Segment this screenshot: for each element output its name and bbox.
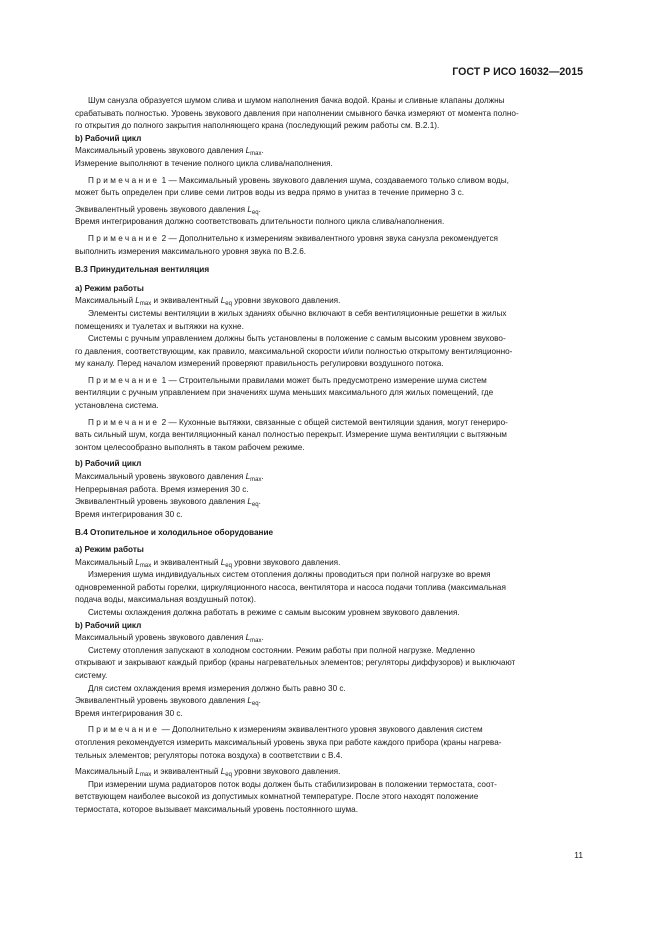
text-line: Максимальный уровень звукового давления [75,633,246,643]
text-line: Измерения шума индивидуальных систем отопления должны проводиться при полной нагрузке во время [88,570,491,580]
text-dot: . [258,204,261,214]
subheading-operating-mode: а) Режим работы [75,283,144,293]
text-line: вать сильный шум, когда вентиляционный канал полностью перекрыт. Измерение шума вентиляции с вытяжным [75,430,507,440]
note-3 [75,375,583,413]
text-line: — Дополнительно к измерениям эквивалентного уровня звукового давления систем [159,725,483,735]
note-1 [75,175,583,200]
text-leq [75,496,583,509]
section-heading-b4: В.4 Отопительное и холодильное оборудование [75,528,274,538]
text-line: 1 — Максимальный уровень звукового давления шума, создаваемого только сливом воды, [159,175,509,185]
text-cooling-systems: Системы охлаждения должна работать в режиме с самым высоким уровнем звукового давления. [88,607,460,617]
symbol-eq: eq [251,502,259,509]
text-dot: . [261,633,264,643]
text-line: Максимальный уровень звукового давления [75,472,246,482]
text-line: Элементы системы вентиляции в жилых зданиях обычно включают в себя вентиляционные решетки в жилых [88,308,507,318]
note-label: Примечание [88,375,160,385]
text-max-eq-levels [75,557,583,570]
text-line: подача воды, максимальная воздушный поток). [75,595,257,605]
text-line: Эквивалентный уровень звукового давления [75,497,248,507]
text-line: термостата, которое вызывает максимальный уровень постоянного шума. [75,804,358,814]
text-line: помещениях и туалетах и вытяжки на кухне. [75,321,244,331]
text-line: го давления, соответствующим, как правило, максимальной скорости и/или полностью открытому вентиляционно- [75,346,513,356]
note-label: Примечание [88,417,160,427]
text-line: При измерении шума радиаторов поток воды должен быть стабилизирован в положении термостата, соот- [88,779,497,789]
note-5 [75,724,583,762]
text-line: го открытия до полного закрытия наполняющего крана (последующий режим работы см. В.2.1). [75,121,440,131]
symbol-max: max [250,151,262,158]
text-line: тельных элементов; регуляторы потока воздуха) в соответствии с В.4. [75,750,343,760]
text-cooling-30s: Для систем охлаждения время измерения должно быть равно 30 с. [88,683,346,693]
text-line: уровни звукового давления. [231,557,341,567]
text-line: му каналу. Перед началом измерений проверяют правильность регулировки воздушного потока. [75,359,444,369]
text-line: Систему отопления запускают в холодном состоянии. Режим работы при полной нагрузке. Медленно [88,645,475,655]
subheading-operating-cycle: b) Рабочий цикл [75,620,142,630]
paragraph-heating-measurement [75,569,583,607]
text-line: и эквивалентный [151,767,221,777]
note-label: Примечание [88,725,160,735]
symbol-max: max [139,301,152,308]
text-line: Максимальный [75,767,136,777]
text-line: и эквивалентный [151,557,221,567]
document-body [75,95,583,816]
symbol-l: L [135,767,140,777]
note-label: Примечание [88,175,160,185]
paragraph-sanitary-noise [75,95,583,133]
symbol-eq: eq [225,562,232,569]
document-header: ГОСТ Р ИСО 16032—2015 [452,66,583,78]
symbol-l: L [247,696,252,706]
text-dot: . [261,146,264,156]
symbol-max: max [139,562,152,569]
text-line: Эквивалентный уровень звукового давления [75,204,248,214]
text-line: систему. [75,670,108,680]
note-4 [75,417,583,455]
text-line: одновременной работы горелки, циркуляционного насоса, вентилятора и насоса подачи топлива (максимальная [75,582,506,592]
text-lmax [75,145,583,158]
symbol-l: L [220,767,226,777]
symbol-l: L [220,296,226,306]
text-line: уровни звукового давления. [231,296,341,306]
text-leq [75,695,583,708]
text-line: срабатывать полностью. Уровень звукового давления при наполнении смывного бачка измеряют от момента полно- [75,108,519,118]
text-line: Максимальный [75,557,136,567]
text-integration-30s: Время интегрирования 30 с. [75,509,183,519]
symbol-l: L [245,472,251,482]
text-leq [75,204,583,217]
text-integration-30s: Время интегрирования 30 с. [75,708,183,718]
note-label: Примечание [88,233,160,243]
note-2 [75,233,583,258]
symbol-l: L [247,204,252,214]
paragraph-manual-control [75,333,583,371]
text-line: Максимальный [75,296,136,306]
section-heading-b3: В.3 Принудительная вентиляция [75,265,210,275]
text-measure-full-cycle: Измерение выполняют в течение полного цикла слива/наполнения. [75,158,333,168]
text-line: Эквивалентный уровень звукового давления [75,696,248,706]
text-line: зонтом целесообразно выполнять в таком рабочем режиме. [75,442,305,452]
text-max-eq-levels [75,766,583,779]
subheading-operating-mode: а) Режим работы [75,545,144,554]
text-max-eq-levels [75,295,583,308]
subheading-operating-cycle: b) Рабочий цикл [75,133,142,143]
text-line: открывают и закрывают каждый прибор (краны нагревательных элементов; регуляторы диффузоров) и выключают [75,658,516,668]
text-line: выполнить измерения максимального уровня звука по В.2.6. [75,246,307,256]
symbol-eq: eq [251,209,259,216]
symbol-eq: eq [225,772,232,779]
symbol-l: L [247,497,252,507]
page-number: 11 [574,850,583,860]
text-line: вентиляции с ручным управлением при значениях шума меньших максимального для жилых помещений, где [75,388,494,398]
text-line: ветствующем наиболее высокой из допустимых комнатной температуре. После этого находят положение [75,792,479,802]
symbol-max: max [250,477,262,484]
text-line: Шум санузла образуется шумом слива и шумом наполнения бачка водой. Краны и сливные клапаны должны [88,96,505,105]
text-line: 2 — Дополнительно к измерениям эквивалентного уровня звука санузла рекомендуется [159,233,498,243]
symbol-l: L [220,557,226,567]
text-line: уровни звукового давления. [231,767,341,777]
text-line: 2 — Кухонные вытяжки, связанные с общей системой вентиляции здания, могут генериро- [159,417,508,427]
symbol-eq: eq [251,701,259,708]
paragraph-cold-start [75,645,583,683]
text-line: может быть определен при сливе семи литров воды из ведра прямо в унитаз в течение примерно 3 с. [75,188,465,198]
text-lmax [75,471,583,484]
text-line: 1 — Строительными правилами может быть предусмотрено измерение шума систем [159,375,487,385]
symbol-max: max [139,772,152,779]
symbol-l: L [245,633,251,643]
paragraph-ventilation-elements [75,308,583,333]
text-line: и эквивалентный [151,296,221,306]
symbol-l: L [135,296,140,306]
text-continuous-operation: Непрерывная работа. Время измерения 30 с. [75,484,249,494]
text-lmax [75,632,583,645]
symbol-l: L [245,146,251,156]
symbol-max: max [250,638,262,645]
text-line: установлена система. [75,401,159,411]
text-line: Максимальный уровень звукового давления [75,146,246,156]
text-dot: . [258,497,261,507]
text-dot: . [258,696,261,706]
text-line: Системы с ручным управлением должны быть установлены в положение с самым высоким уровнем звуково- [88,334,506,344]
text-integration-full-cycle: Время интегрирования должно соответствовать длительности полного цикла слива/наполнения. [75,217,445,227]
symbol-eq: eq [225,301,232,308]
subheading-operating-cycle: b) Рабочий цикл [75,459,142,469]
text-line: отопления рекомендуется измерить максимальный уровень звука при работе каждого прибора (краны нагрева- [75,737,502,747]
text-dot: . [261,472,264,482]
symbol-l: L [135,557,140,567]
paragraph-radiators [75,779,583,817]
